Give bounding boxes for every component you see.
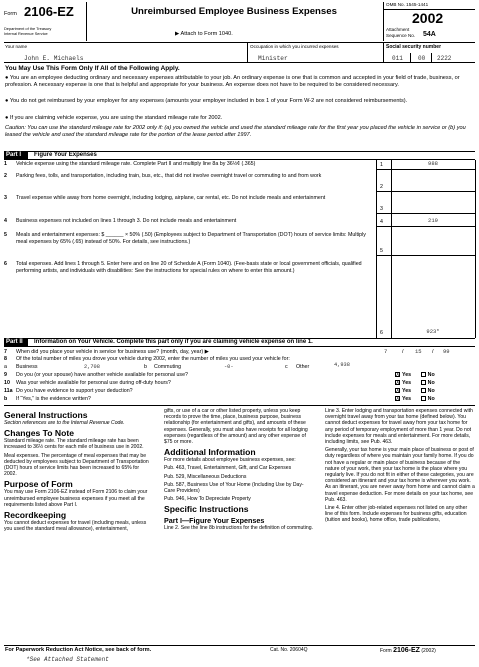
line-1-amount[interactable]: 988 [428, 160, 438, 167]
line-number-8: 8 [4, 356, 7, 362]
attachment-label: Attachment [386, 27, 410, 32]
footer-year: (2002) [421, 648, 436, 654]
line-number-9: 9 [4, 372, 7, 378]
no-label: No [427, 380, 435, 386]
yes-label: Yes [402, 388, 412, 394]
no-label: No [427, 372, 435, 378]
caution-text: Caution: You can use the standard mileage rate for 2002 only if: (a) you owned the vehicle and used the standard mileage rate for the first year you placed the vehicle in service or (b) you leased the vehicle and used the standard mileage rate for the portion of the lease period after 1997. [5, 125, 466, 139]
line-text: Business expenses not included on lines 1 through 3. Do not include meals and entertainment [16, 218, 237, 224]
line-text: Vehicle expense using the standard mileage rate. Complete Part II and multiply line 8a by 36½¢ (.365) [16, 161, 256, 167]
specific-instructions-heading: Specific Instructions [164, 504, 249, 515]
bullet-3: ● If you are claiming vehicle expense, you are using the standard mileage rate for 2002. [5, 115, 223, 121]
bullet-2-text: You do not get reimbursed by your employer for any expenses (amounts your employer included in box 1 of your Form W-2 are not considered reimbursements). [9, 98, 408, 104]
ssn-part-2[interactable]: 00 [418, 55, 426, 62]
line-3-instructions: Line 3. Enter lodging and transportation expenses connected with overnight travel away from your tax home (defined below). You cannot deduct expenses for travel away from your tax home for any period of temporary employment of more than 1 year. Do not include expenses for meals and entertainment. For more details, including limits, see Pub. 463. [325, 408, 473, 446]
line-11b-text: If “Yes,” is the evidence written? [16, 396, 91, 402]
line-text: Travel expense while away from home overnight, including lodging, airplane, car rental, etc. Do not include meals and entertainment [16, 195, 326, 201]
date-day[interactable]: 15 [415, 348, 422, 355]
changes-mileage: Standard mileage rate. The standard mileage rate has been increased to 36½ cents for each mile of business use in 2002. [4, 438, 144, 451]
line-number: 3 [4, 195, 7, 201]
ssn-label: Social security number [386, 44, 442, 50]
tax-year: 2002 [412, 10, 444, 26]
commuting-miles[interactable]: -0- [224, 364, 234, 370]
no-label: No [427, 388, 435, 394]
part-1-header [4, 151, 475, 160]
form-label: Form [4, 11, 17, 17]
line-4-instructions: Line 4. Enter other job-related expenses not listed on any other line of this form. Include expenses for business gifts, education (tuition and books), home office, trade publications, [325, 505, 468, 524]
pub-529: Pub. 529, Miscellaneous Deductions [164, 473, 247, 480]
other-label: Other [296, 364, 310, 370]
name-field[interactable]: John E. Michaels [24, 55, 84, 62]
line-7-text: When did you place your vehicle in service for business use? (month, day, year) ▶ [16, 349, 209, 355]
irs-label: Internal Revenue Service [4, 31, 48, 36]
part-1-tag: Part I [4, 152, 28, 159]
catalog-number: Cat. No. 20604Q [270, 647, 308, 653]
line-box-4: 4 [380, 219, 383, 225]
line-number: 5 [4, 232, 7, 238]
section-references: Section references are to the Internal Revenue Code. [4, 420, 125, 426]
date-sep: / [432, 349, 434, 355]
line-11b-yes-checkbox[interactable]: X [396, 396, 400, 403]
commuting-label: Commuting [154, 364, 182, 370]
line-box-6: 6 [380, 330, 383, 336]
pub-587: Pub. 587, Business Use of Your Home (Including Use by Day-Care Providers) [164, 481, 304, 495]
attach-note: ▶ Attach to Form 1040. [175, 31, 233, 37]
line-11b-no-checkbox[interactable] [421, 396, 426, 401]
line-11b-answer [395, 396, 435, 403]
part-1-title: Figure Your Expenses [34, 152, 97, 158]
part-2-title: Information on Your Vehicle. Complete this part only if you are claiming vehicle expense on line 1. [34, 339, 313, 345]
occupation-field[interactable]: Minister [258, 55, 288, 62]
line-number-11a: 11a [4, 388, 13, 394]
name-label: Your name [5, 44, 28, 49]
line-6-amount[interactable]: 923* [426, 328, 440, 335]
line-number-11b: b [4, 396, 8, 402]
bullet-1: ● You are an employee deducting ordinary and necessary expenses attributable to your job. An ordinary expense is one that is common and accepted in your field of trade, business, or profession. A necessary expense is one that is helpful and appropriate for your business. An expense does not have to be required to be considered necessary. [5, 75, 460, 89]
line-8a-label: a [4, 364, 7, 370]
line-10-no-checkbox[interactable] [421, 380, 426, 385]
line-9-text: Do you (or your spouse) have another vehicle available for personal use? [16, 372, 188, 378]
footer-form-number: 2106-EZ [393, 647, 420, 654]
instructions-column-1 [4, 408, 152, 534]
recordkeeping-text: You cannot deduct expenses for travel (including meals, unless you used the standard meal allowance), entertainment, [4, 520, 147, 533]
paperwork-notice: For Paperwork Reduction Act Notice, see back of form. [5, 647, 152, 653]
line-text: Meals and entertainment expenses: $ ______ × 50% (.50) (Employees subject to Department of Transportation (DOT) hours of service limits: Multiply meal expenses by 65% (.65) instead of 50%. For details, see instructions.) [16, 232, 366, 245]
yes-label: Yes [402, 372, 412, 378]
dept-label: Department of the Treasury [4, 26, 52, 31]
line-8b-label: b [144, 364, 147, 370]
general-instructions-heading: General Instructions [4, 410, 88, 420]
ssn-part-3[interactable]: 2222 [437, 55, 452, 62]
sequence-label: Sequence No. [386, 33, 416, 38]
line-9-answer [395, 372, 435, 379]
line-box-1: 1 [380, 162, 383, 168]
date-year[interactable]: 99 [443, 348, 450, 355]
line-10-yes-checkbox[interactable]: X [396, 380, 400, 387]
date-sep: / [402, 349, 404, 355]
sequence-number: 54A [423, 31, 436, 38]
line-11a-no-checkbox[interactable] [421, 388, 426, 393]
form-number: 2106-EZ [24, 4, 74, 19]
line-text: Parking fees, tolls, and transportation, including train, bus, etc., that did not involve overnight travel or commuting to and from work [16, 173, 322, 179]
changes-heading: Changes To Note [4, 428, 75, 439]
additional-info-heading: Additional Information [164, 447, 256, 458]
yes-label: Yes [402, 396, 412, 402]
line-number-7: 7 [4, 349, 7, 355]
line-10-text: Was your vehicle available for personal use during off-duty hours? [16, 380, 171, 386]
ssn-part-1[interactable]: 011 [392, 55, 403, 62]
line-number-10: 10 [4, 380, 10, 386]
tax-home-instructions: Generally, your tax home is your main place of business or post of duty regardless of where you maintain your family home. If you do not have a regular or main place of business because of the nature of your work, then your tax home is the place where you regularly live. If you do not fit in either of these categories, you are considered an itinerant and your tax home is wherever you work. As an itinerant, you are never away from home and cannot claim a travel expense deduction. For more details on your tax home, see Pub. 463. [325, 447, 475, 503]
line-11a-yes-checkbox[interactable]: X [396, 388, 400, 395]
changes-meals: Meal expenses. The percentage of meal expenses that may be deducted by employees subject to Department of Transportation (DOT) hours of service limits has been increased to 65% for 2002. [4, 452, 149, 478]
business-label: Business [16, 364, 38, 370]
line-9-yes-checkbox[interactable]: X [396, 372, 400, 379]
eligibility-heading: You May Use This Form Only If All of the Following Apply. [5, 65, 180, 72]
line-number: 4 [4, 218, 7, 224]
no-label: No [427, 396, 435, 402]
footer-form [380, 647, 436, 656]
line-9-no-checkbox[interactable] [421, 372, 426, 377]
line-11a-answer [395, 388, 435, 395]
line-number: 2 [4, 173, 7, 179]
pub-463: Pub. 463, Travel, Entertainment, Gift, and Car Expenses [164, 465, 292, 472]
bullet-2: ● You do not get reimbursed by your employer for any expenses (amounts your employer included in box 1 of your Form W-2 are not considered reimbursements). [5, 98, 408, 104]
instructions-column-3 [325, 408, 475, 526]
line-10-answer [395, 380, 435, 387]
line-box-5: 5 [380, 248, 383, 254]
instructions-column-2 [164, 408, 314, 534]
line-2-instructions: Line 2. See the line 8b instructions for the definition of commuting. [164, 525, 313, 532]
yes-label: Yes [402, 380, 412, 386]
purpose-heading: Purpose of Form [4, 479, 73, 490]
other-miles[interactable]: 4,938 [334, 362, 350, 368]
part-2-header [4, 338, 475, 347]
records-text: gifts, or use of a car or other listed property, unless you keep records to prove the time, place, business purpose, business relationship (for entertainment and gifts), and amounts of these expenses. Generally, you must also have receipts for all lodging expenses (regardless of the amount) and any other expense of $75 or more. [164, 408, 308, 446]
bullet-1-text: You are an employee deducting ordinary and necessary expenses attributable to your job. An ordinary expense is one that is common and accepted in your field of trade, business, or profession. A necessary expense is one that is helpful and appropriate for your business. An expense does not have to be required to be considered necessary. [5, 75, 460, 89]
purpose-text: You may use Form 2106-EZ instead of Form 2106 to claim your unreimbursed employee business expenses if you meet all the requirements listed above Part I. [4, 489, 148, 508]
form-title: Unreimbursed Employee Business Expenses [131, 6, 337, 17]
additional-info-text: For more details about employee business expenses, see: [164, 457, 296, 464]
occupation-label: Occupation in which you incurred expenses [250, 44, 339, 49]
line-11a-text: Do you have evidence to support your deduction? [16, 388, 133, 394]
footer-form-label: Form [380, 648, 392, 654]
part-1-instructions-heading: Part I—Figure Your Expenses [164, 516, 265, 526]
recordkeeping-heading: Recordkeeping [4, 510, 67, 521]
pub-946: Pub. 946, How To Depreciate Property [164, 496, 251, 503]
line-number: 6 [4, 261, 7, 267]
omb-number: OMB No. 1545-1441 [386, 2, 429, 7]
attached-statement-note: *See Attached Statement [26, 656, 109, 663]
bullet-3-text: If you are claiming vehicle expense, you are using the standard mileage rate for 2002. [9, 115, 223, 121]
date-month[interactable]: 7 [384, 348, 388, 355]
line-box-2: 2 [380, 184, 383, 190]
part-2-tag: Part II [4, 339, 28, 346]
line-box-3: 3 [380, 206, 383, 212]
line-8-text: Of the total number of miles you drove your vehicle during 2002, enter the number of miles you used your vehicle for: [16, 356, 290, 362]
business-miles[interactable]: 2,708 [84, 364, 100, 370]
line-4-amount[interactable]: 219 [428, 217, 438, 224]
line-number: 1 [4, 161, 7, 167]
line-8c-label: c [285, 364, 288, 370]
line-text: Total expenses. Add lines 1 through 5. Enter here and on line 20 of Schedule A (Form 1040). (Fee-basis state or local government officials, qualified performing artists, and individuals with disabilities: See the instructions for special rules on where to enter this amount.) [16, 261, 362, 274]
